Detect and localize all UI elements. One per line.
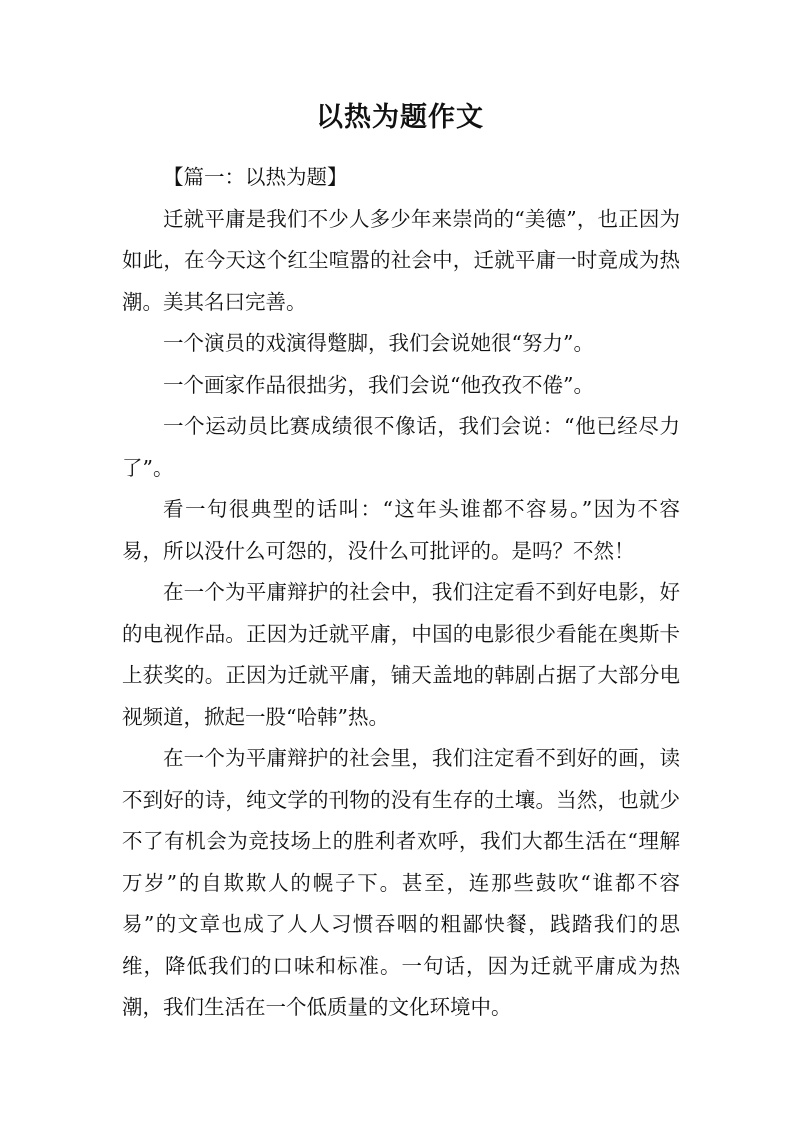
paragraph: 在一个为平庸辩护的社会中，我们注定看不到好电影，好的电视作品。正因为迁就平庸，中国的电影很少看能在奥斯卡上获奖的。正因为迁就平庸，铺天盖地的韩剧占据了大部分电视频道，掀起一股“哈韩”热。	[122, 580, 680, 729]
section-heading: 【篇一：以热为题】	[163, 165, 348, 189]
document-body	[122, 157, 680, 1029]
paragraph: 一个画家作品很拙劣，我们会说“他孜孜不倦”。	[163, 372, 594, 397]
paragraph: 一个演员的戏演得蹩脚，我们会说她很“努力”。	[163, 331, 594, 355]
paragraph: 一个运动员比赛成绩很不像话，我们会说：“他已经尽力了”。	[122, 414, 680, 480]
paragraph: 看一句很典型的话叫：“这年头谁都不容易。”因为不容易，所以没什么可怨的，没什么可批评的。是吗？不然！	[122, 497, 680, 563]
paragraph: 在一个为平庸辩护的社会里，我们注定看不到好的画，读不到好的诗，纯文学的刊物的没有生存的土壤。当然，也就少不了有机会为竞技场上的胜利者欢呼，我们大都生活在“理解万岁”的自欺欺人的幌子下。甚至，连那些鼓吹“谁都不容易”的文章也成了人人习惯吞咽的粗鄙快餐，践踏我们的思维，降低我们的口味和标准。一句话，因为迁就平庸成为热潮，我们生活在一个低质量的文化环境中。	[122, 746, 680, 1019]
document-title: 以热为题作文	[316, 102, 484, 133]
paragraph: 迁就平庸是我们不少人多少年来崇尚的“美德”，也正因为如此，在今天这个红尘喧嚣的社会中，迁就平庸一时竟成为热潮。美其名曰完善。	[122, 206, 680, 314]
